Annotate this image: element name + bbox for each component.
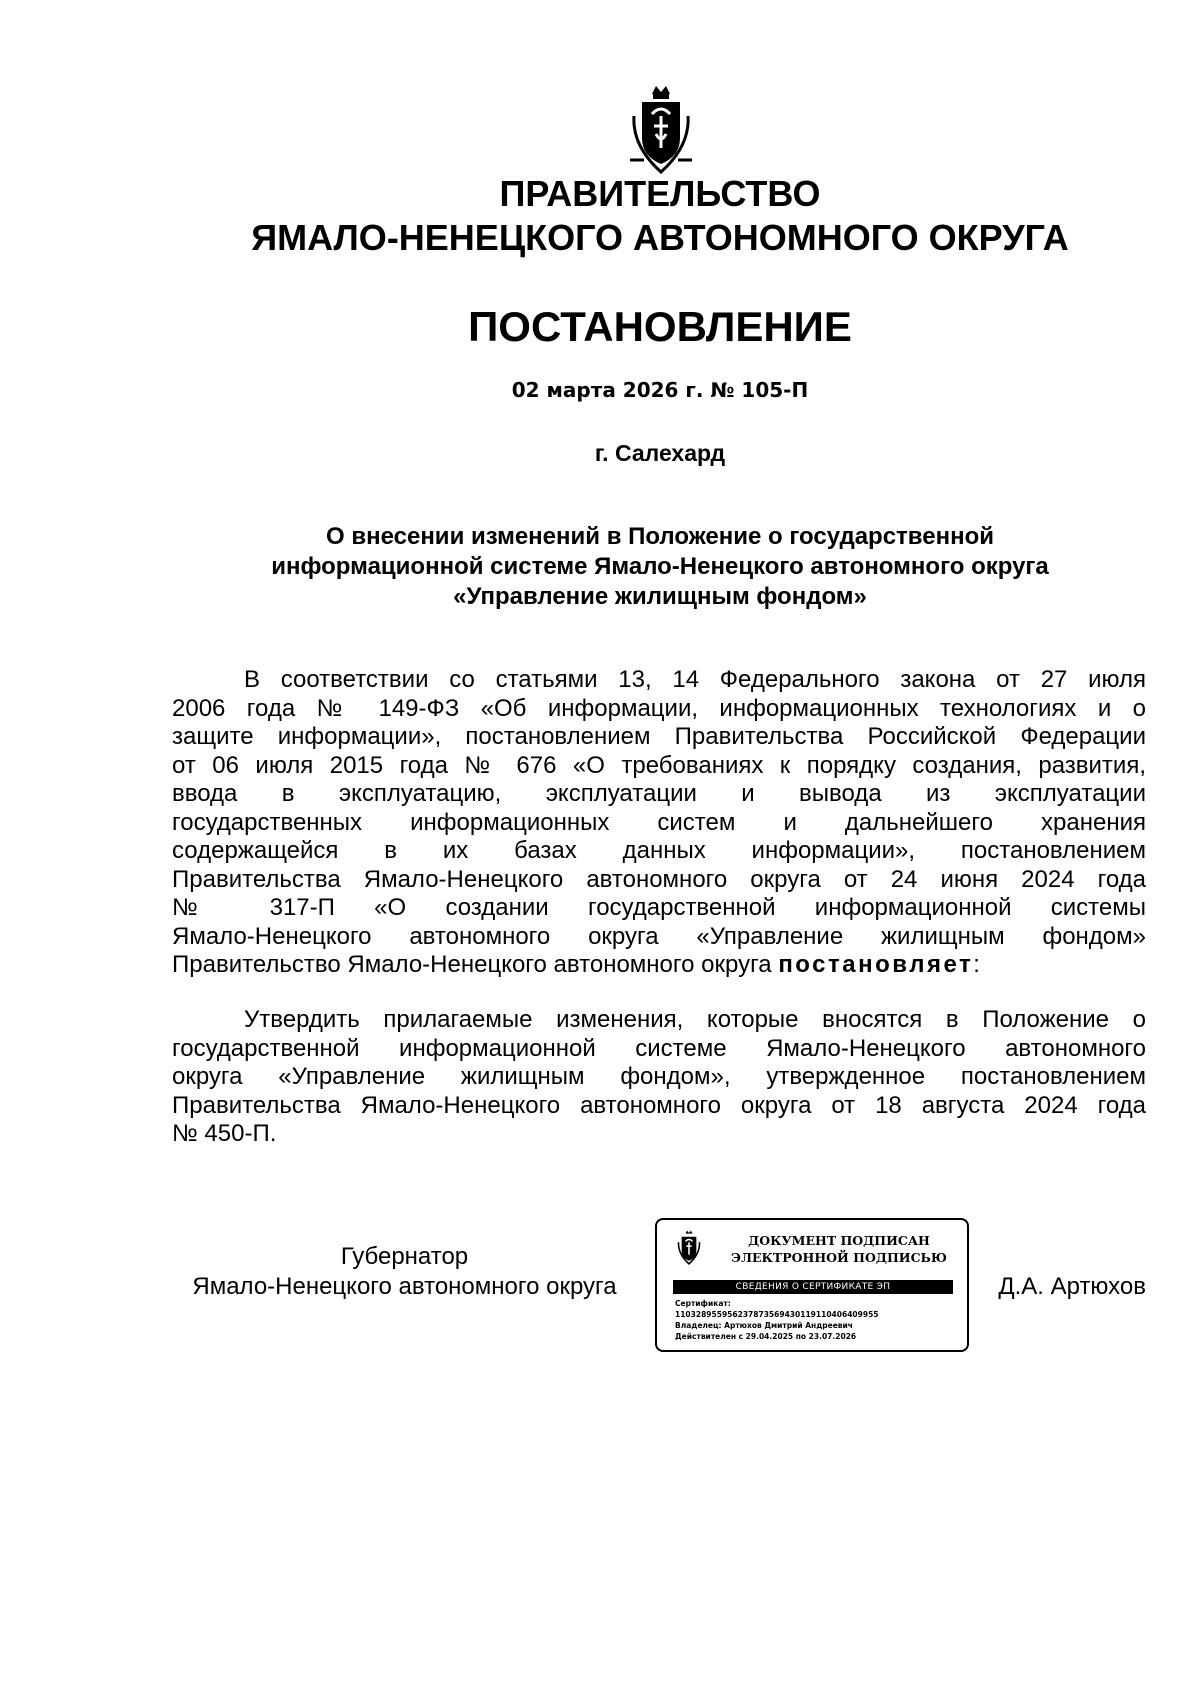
paragraph-line: В соответствии со статьями 13, 14 Федерального закона от 27 июля (244, 666, 1146, 693)
coat-of-arms-icon (630, 86, 692, 176)
signatory-position (172, 1242, 637, 1302)
paragraph-line: содержащейся в их базах данных информации», постановлением (172, 837, 1146, 864)
document-city: г. Салехард (594, 440, 726, 466)
paragraph-basis (172, 666, 1146, 980)
paragraph-line: Правительства Ямало-Ненецкого автономного округа от 24 июня 2024 года (172, 865, 1146, 893)
paragraph-line: № 317-П «О создании государственной информационной системы (172, 894, 1146, 921)
signatory-region: Ямало-Ненецкого автономного округа (192, 1273, 617, 1300)
decree-colon: : (973, 951, 980, 978)
paragraph-line: Утвердить прилагаемые изменения, которые вносятся в Положение о (244, 1006, 1146, 1033)
stamp-title-line1: ДОКУМЕНТ ПОДПИСАН (748, 1233, 930, 1248)
paragraph-line: от 06 июля 2015 года № 676 «О требованиях к порядку создания, развития, (172, 751, 1146, 779)
document-subject (170, 522, 1150, 612)
paragraph-line: защите информации», постановлением Правительства Российской Федерации (172, 723, 1146, 750)
paragraph-line: № 450-П. (172, 1120, 277, 1147)
paragraph-text: Правительство Ямало-Ненецкого автономного округа (172, 951, 772, 978)
certificate-label: Сертификат: (675, 1299, 731, 1308)
subject-line: «Управление жилищным фондом» (453, 583, 867, 610)
subject-line: информационной системе Ямало-Ненецкого автономного округа (271, 553, 1049, 580)
paragraph-line: государственной информационной системе Ямало-Ненецкого автономного (172, 1034, 1146, 1062)
paragraph-line: округа «Управление жилищным фондом», утвержденное постановлением (172, 1063, 1146, 1090)
document-type-title: ПОСТАНОВЛЕНИЕ (468, 303, 852, 350)
coat-of-arms-icon (677, 1230, 701, 1266)
paragraph-line: Правительства Ямало-Ненецкого автономного округа от 18 августа 2024 года (172, 1091, 1146, 1119)
paragraph-line: 2006 года № 149-ФЗ «Об информации, информационных технологиях и о (172, 694, 1146, 722)
subject-line: О внесении изменений в Положение о государственной (326, 523, 994, 550)
certificate-owner: Владелец: Артюхов Дмитрий Андреевич (675, 1321, 853, 1330)
stamp-certificate-info (675, 1298, 965, 1342)
certificate-number: 110328955956237873569430119110406409955 (675, 1310, 879, 1319)
paragraph-line-final (172, 951, 1146, 980)
stamp-certificate-bar: СВЕДЕНИЯ О СЕРТИФИКАТЕ ЭП (673, 1280, 953, 1294)
certificate-validity: Действителен с 29.04.2025 по 23.07.2026 (675, 1332, 857, 1341)
decree-word: постановляет (778, 951, 974, 978)
paragraph-line: государственных информационных систем и дальнейшего хранения (172, 808, 1146, 836)
signatory-title: Губернатор (340, 1243, 469, 1270)
stamp-title (727, 1232, 951, 1266)
paragraph-resolution (172, 1006, 1146, 1149)
stamp-title-line2: ЭЛЕКТРОННОЙ ПОДПИСЬЮ (731, 1250, 947, 1265)
signer-name: Д.А. Артюхов (998, 1273, 1146, 1300)
paragraph-line: Ямало-Ненецкого автономного округа «Управление жилищным фондом» (172, 922, 1146, 950)
organization-name-line1: ПРАВИТЕЛЬСТВО (499, 173, 821, 214)
electronic-signature-stamp (655, 1218, 969, 1352)
paragraph-line: ввода в эксплуатацию, эксплуатации и вывода из эксплуатации (172, 780, 1146, 807)
organization-name-line2: ЯМАЛО-НЕНЕЦКОГО АВТОНОМНОГО ОКРУГА (251, 217, 1069, 258)
document-date-number: 02 марта 2026 г. № 105-П (511, 378, 809, 402)
